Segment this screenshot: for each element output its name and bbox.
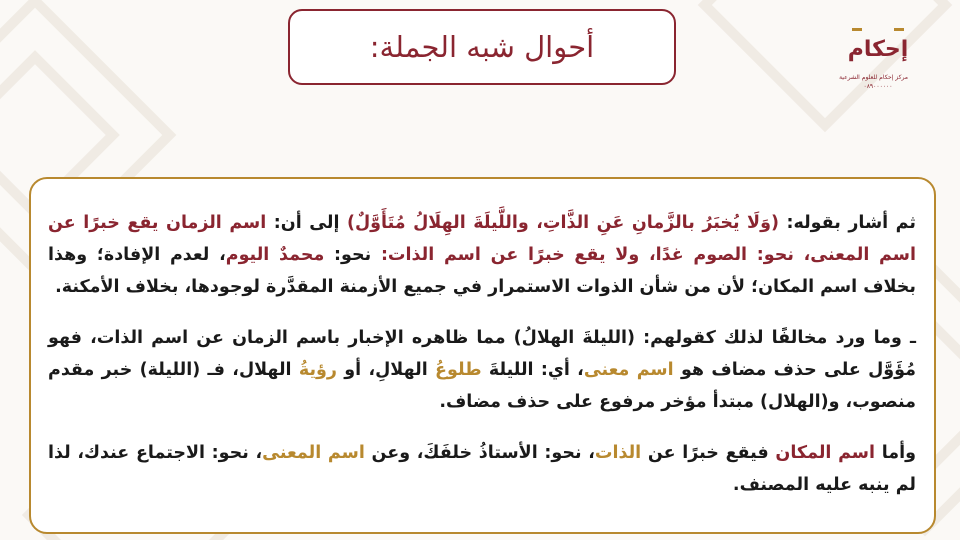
text-segment: الهلال، فـ (الليلة) خبر مقدم منصوب، و(الهلال) مبتدأ مؤخر مرفوع على حذف مضاف. <box>48 360 916 412</box>
paragraph-2 <box>48 322 916 418</box>
logo <box>839 26 908 92</box>
text-segment: محمدٌ اليوم <box>225 245 325 265</box>
text-segment: وأما <box>875 443 916 463</box>
title-box <box>288 9 676 85</box>
text-segment: الهلالِ، أو <box>336 360 436 380</box>
logo-subtitle: مركز إحكام للعلوم الشرعية <box>839 74 908 81</box>
text-segment: رؤيةُ <box>298 360 337 380</box>
text-segment: ، نحو: الاجتماع عندك، لذا لم ينبه عليه المصنف. <box>48 443 916 495</box>
text-segment: اسم معنى <box>583 360 674 380</box>
text-segment: اسم الزمان يقع خبرًا عن اسم المعنى، نحو: الصوم غدًا، ولا يقع خبرًا عن اسم الذات: <box>48 213 916 265</box>
paragraph-3 <box>48 437 916 501</box>
text-segment: الذات <box>594 443 642 463</box>
text-segment: اسم المعنى <box>262 443 365 463</box>
text-segment: اسم المكان <box>775 443 876 463</box>
text-segment: ثم أشار بقوله: <box>778 213 916 233</box>
text-segment: ، لعدم الإفادة؛ وهذا بخلاف اسم المكان؛ لأن من شأن الذوات الاستمرار في جميع الأزمنة المقدَّرة لوجودها، بخلاف الأمكنة. <box>48 245 916 297</box>
text-segment: فيقع خبرًا عن <box>641 443 776 463</box>
text-segment: ، أي: الليلةَ <box>481 360 584 380</box>
text-segment: إلى أن: <box>266 213 347 233</box>
text-segment: (وَلَا يُخبَرُ بالزَّمانِ عَنِ الذَّاتِ، واللَّيلَةَ الهِلَالُ مُتَأَوَّلٌ) <box>347 213 779 233</box>
logo-number: ٠٨٩٠٠٠٠٠٠ <box>863 83 893 90</box>
paragraph-1 <box>48 207 916 303</box>
text-segment: نحو: <box>324 245 381 265</box>
ihkam-logo-icon <box>848 26 908 66</box>
text-segment: طلوعُ <box>435 360 482 380</box>
text-segment: ـ وما ورد مخالفًا لذلك كقولهم: (الليلةَ الهلالُ) مما ظاهره الإخبار باسم الزمان عن اسم الذات، فهو مُؤَوَّل على حذف مضاف هو <box>48 328 916 380</box>
text-segment: ، نحو: الأستاذُ خلفَكَ، وعن <box>364 443 595 463</box>
page-title: أحوال شبه الجملة: <box>369 30 595 64</box>
logo-wordmark: إحكام <box>848 37 908 62</box>
